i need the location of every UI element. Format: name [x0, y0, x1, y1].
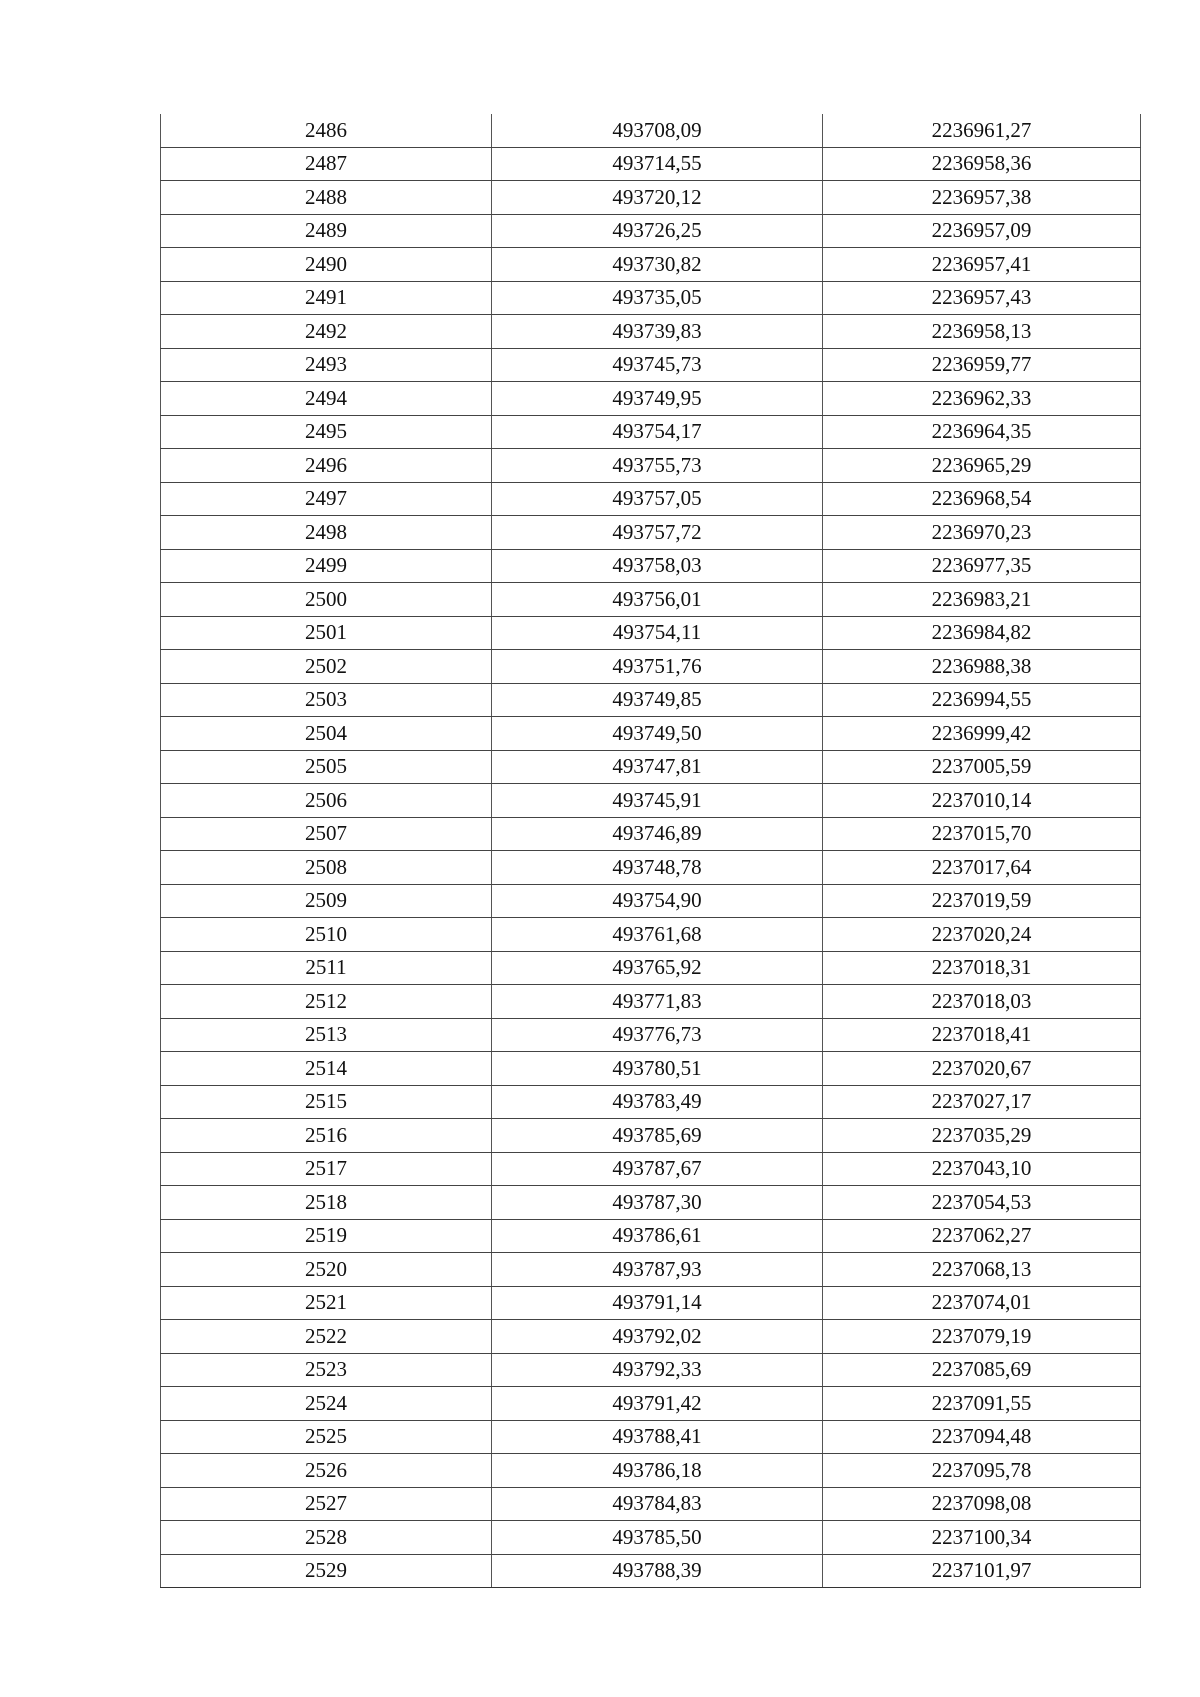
point-number-cell: 2521 [161, 1286, 492, 1320]
x-coordinate-cell: 493720,12 [492, 181, 823, 215]
table-row [161, 449, 1141, 483]
y-coordinate-cell: 2237015,70 [823, 817, 1141, 851]
table-row [161, 616, 1141, 650]
point-number-cell: 2489 [161, 214, 492, 248]
table-row [161, 1487, 1141, 1521]
x-coordinate-cell: 493745,91 [492, 784, 823, 818]
table-row [161, 1052, 1141, 1086]
x-coordinate-cell: 493735,05 [492, 281, 823, 315]
y-coordinate-cell: 2236983,21 [823, 583, 1141, 617]
y-coordinate-cell: 2237101,97 [823, 1554, 1141, 1588]
point-number-cell: 2519 [161, 1219, 492, 1253]
y-coordinate-cell: 2236965,29 [823, 449, 1141, 483]
point-number-cell: 2522 [161, 1320, 492, 1354]
x-coordinate-cell: 493730,82 [492, 248, 823, 282]
x-coordinate-cell: 493714,55 [492, 147, 823, 181]
table-row [161, 114, 1141, 147]
table-row [161, 750, 1141, 784]
table-row [161, 784, 1141, 818]
x-coordinate-cell: 493787,30 [492, 1186, 823, 1220]
table-body [161, 114, 1141, 1588]
table-row [161, 181, 1141, 215]
x-coordinate-cell: 493784,83 [492, 1487, 823, 1521]
table-row [161, 1152, 1141, 1186]
x-coordinate-cell: 493758,03 [492, 549, 823, 583]
y-coordinate-cell: 2237018,03 [823, 985, 1141, 1019]
table-row [161, 1219, 1141, 1253]
x-coordinate-cell: 493788,39 [492, 1554, 823, 1588]
point-number-cell: 2515 [161, 1085, 492, 1119]
x-coordinate-cell: 493757,05 [492, 482, 823, 516]
x-coordinate-cell: 493765,92 [492, 951, 823, 985]
point-number-cell: 2508 [161, 851, 492, 885]
x-coordinate-cell: 493746,89 [492, 817, 823, 851]
x-coordinate-cell: 493755,73 [492, 449, 823, 483]
table-row [161, 248, 1141, 282]
x-coordinate-cell: 493771,83 [492, 985, 823, 1019]
table-row [161, 918, 1141, 952]
point-number-cell: 2513 [161, 1018, 492, 1052]
y-coordinate-cell: 2237035,29 [823, 1119, 1141, 1153]
table-row [161, 549, 1141, 583]
point-number-cell: 2487 [161, 147, 492, 181]
x-coordinate-cell: 493756,01 [492, 583, 823, 617]
table-row [161, 1554, 1141, 1588]
y-coordinate-cell: 2237095,78 [823, 1454, 1141, 1488]
x-coordinate-cell: 493785,50 [492, 1521, 823, 1555]
y-coordinate-cell: 2236988,38 [823, 650, 1141, 684]
table-row [161, 1454, 1141, 1488]
y-coordinate-cell: 2237094,48 [823, 1420, 1141, 1454]
point-number-cell: 2507 [161, 817, 492, 851]
point-number-cell: 2516 [161, 1119, 492, 1153]
table-row [161, 985, 1141, 1019]
point-number-cell: 2525 [161, 1420, 492, 1454]
y-coordinate-cell: 2237100,34 [823, 1521, 1141, 1555]
y-coordinate-cell: 2237062,27 [823, 1219, 1141, 1253]
x-coordinate-cell: 493748,78 [492, 851, 823, 885]
x-coordinate-cell: 493751,76 [492, 650, 823, 684]
y-coordinate-cell: 2236977,35 [823, 549, 1141, 583]
x-coordinate-cell: 493791,14 [492, 1286, 823, 1320]
table-row [161, 851, 1141, 885]
x-coordinate-cell: 493749,50 [492, 717, 823, 751]
table-row [161, 1253, 1141, 1287]
table-row [161, 1119, 1141, 1153]
point-number-cell: 2495 [161, 415, 492, 449]
table-row [161, 583, 1141, 617]
point-number-cell: 2503 [161, 683, 492, 717]
point-number-cell: 2491 [161, 281, 492, 315]
point-number-cell: 2524 [161, 1387, 492, 1421]
x-coordinate-cell: 493792,33 [492, 1353, 823, 1387]
y-coordinate-cell: 2236958,36 [823, 147, 1141, 181]
y-coordinate-cell: 2236962,33 [823, 382, 1141, 416]
x-coordinate-cell: 493786,18 [492, 1454, 823, 1488]
y-coordinate-cell: 2237068,13 [823, 1253, 1141, 1287]
y-coordinate-cell: 2236968,54 [823, 482, 1141, 516]
y-coordinate-cell: 2236957,43 [823, 281, 1141, 315]
y-coordinate-cell: 2236961,27 [823, 114, 1141, 147]
x-coordinate-cell: 493792,02 [492, 1320, 823, 1354]
point-number-cell: 2511 [161, 951, 492, 985]
y-coordinate-cell: 2237018,31 [823, 951, 1141, 985]
x-coordinate-cell: 493754,90 [492, 884, 823, 918]
y-coordinate-cell: 2236964,35 [823, 415, 1141, 449]
x-coordinate-cell: 493739,83 [492, 315, 823, 349]
point-number-cell: 2529 [161, 1554, 492, 1588]
table-row [161, 1521, 1141, 1555]
x-coordinate-cell: 493745,73 [492, 348, 823, 382]
table-row [161, 147, 1141, 181]
x-coordinate-cell: 493757,72 [492, 516, 823, 550]
x-coordinate-cell: 493754,17 [492, 415, 823, 449]
y-coordinate-cell: 2237019,59 [823, 884, 1141, 918]
y-coordinate-cell: 2237091,55 [823, 1387, 1141, 1421]
point-number-cell: 2510 [161, 918, 492, 952]
table-row [161, 951, 1141, 985]
point-number-cell: 2499 [161, 549, 492, 583]
y-coordinate-cell: 2236984,82 [823, 616, 1141, 650]
x-coordinate-cell: 493708,09 [492, 114, 823, 147]
table-row [161, 214, 1141, 248]
point-number-cell: 2518 [161, 1186, 492, 1220]
point-number-cell: 2486 [161, 114, 492, 147]
y-coordinate-cell: 2236957,38 [823, 181, 1141, 215]
point-number-cell: 2504 [161, 717, 492, 751]
x-coordinate-cell: 493747,81 [492, 750, 823, 784]
y-coordinate-cell: 2237018,41 [823, 1018, 1141, 1052]
x-coordinate-cell: 493761,68 [492, 918, 823, 952]
point-number-cell: 2509 [161, 884, 492, 918]
y-coordinate-cell: 2237010,14 [823, 784, 1141, 818]
x-coordinate-cell: 493749,85 [492, 683, 823, 717]
table-row [161, 1353, 1141, 1387]
table-row [161, 683, 1141, 717]
table-row [161, 315, 1141, 349]
y-coordinate-cell: 2237098,08 [823, 1487, 1141, 1521]
y-coordinate-cell: 2236999,42 [823, 717, 1141, 751]
table-row [161, 1286, 1141, 1320]
table-row [161, 1387, 1141, 1421]
x-coordinate-cell: 493749,95 [492, 382, 823, 416]
x-coordinate-cell: 493787,93 [492, 1253, 823, 1287]
point-number-cell: 2514 [161, 1052, 492, 1086]
point-number-cell: 2512 [161, 985, 492, 1019]
table-row [161, 382, 1141, 416]
table-row [161, 482, 1141, 516]
point-number-cell: 2500 [161, 583, 492, 617]
table-row [161, 884, 1141, 918]
point-number-cell: 2490 [161, 248, 492, 282]
x-coordinate-cell: 493787,67 [492, 1152, 823, 1186]
table-row [161, 348, 1141, 382]
point-number-cell: 2488 [161, 181, 492, 215]
y-coordinate-cell: 2237074,01 [823, 1286, 1141, 1320]
x-coordinate-cell: 493788,41 [492, 1420, 823, 1454]
point-number-cell: 2528 [161, 1521, 492, 1555]
point-number-cell: 2523 [161, 1353, 492, 1387]
point-number-cell: 2527 [161, 1487, 492, 1521]
x-coordinate-cell: 493786,61 [492, 1219, 823, 1253]
y-coordinate-cell: 2237085,69 [823, 1353, 1141, 1387]
y-coordinate-cell: 2237020,67 [823, 1052, 1141, 1086]
y-coordinate-cell: 2237043,10 [823, 1152, 1141, 1186]
table-row [161, 717, 1141, 751]
x-coordinate-cell: 493785,69 [492, 1119, 823, 1153]
table-row [161, 1420, 1141, 1454]
point-number-cell: 2505 [161, 750, 492, 784]
point-number-cell: 2498 [161, 516, 492, 550]
x-coordinate-cell: 493726,25 [492, 214, 823, 248]
y-coordinate-cell: 2237079,19 [823, 1320, 1141, 1354]
x-coordinate-cell: 493754,11 [492, 616, 823, 650]
point-number-cell: 2502 [161, 650, 492, 684]
y-coordinate-cell: 2236957,41 [823, 248, 1141, 282]
point-number-cell: 2526 [161, 1454, 492, 1488]
table-row [161, 281, 1141, 315]
y-coordinate-cell: 2236994,55 [823, 683, 1141, 717]
y-coordinate-cell: 2237017,64 [823, 851, 1141, 885]
y-coordinate-cell: 2236970,23 [823, 516, 1141, 550]
point-number-cell: 2517 [161, 1152, 492, 1186]
y-coordinate-cell: 2237027,17 [823, 1085, 1141, 1119]
point-number-cell: 2494 [161, 382, 492, 416]
coordinates-table [160, 114, 1141, 1588]
y-coordinate-cell: 2237020,24 [823, 918, 1141, 952]
point-number-cell: 2501 [161, 616, 492, 650]
table-row [161, 1320, 1141, 1354]
x-coordinate-cell: 493783,49 [492, 1085, 823, 1119]
point-number-cell: 2493 [161, 348, 492, 382]
x-coordinate-cell: 493780,51 [492, 1052, 823, 1086]
x-coordinate-cell: 493791,42 [492, 1387, 823, 1421]
y-coordinate-cell: 2237005,59 [823, 750, 1141, 784]
y-coordinate-cell: 2237054,53 [823, 1186, 1141, 1220]
table-row [161, 415, 1141, 449]
table-row [161, 516, 1141, 550]
table-row [161, 1186, 1141, 1220]
point-number-cell: 2492 [161, 315, 492, 349]
y-coordinate-cell: 2236959,77 [823, 348, 1141, 382]
x-coordinate-cell: 493776,73 [492, 1018, 823, 1052]
point-number-cell: 2520 [161, 1253, 492, 1287]
point-number-cell: 2496 [161, 449, 492, 483]
table-row [161, 817, 1141, 851]
table-row [161, 1018, 1141, 1052]
table-row [161, 1085, 1141, 1119]
y-coordinate-cell: 2236957,09 [823, 214, 1141, 248]
point-number-cell: 2497 [161, 482, 492, 516]
y-coordinate-cell: 2236958,13 [823, 315, 1141, 349]
point-number-cell: 2506 [161, 784, 492, 818]
table-row [161, 650, 1141, 684]
